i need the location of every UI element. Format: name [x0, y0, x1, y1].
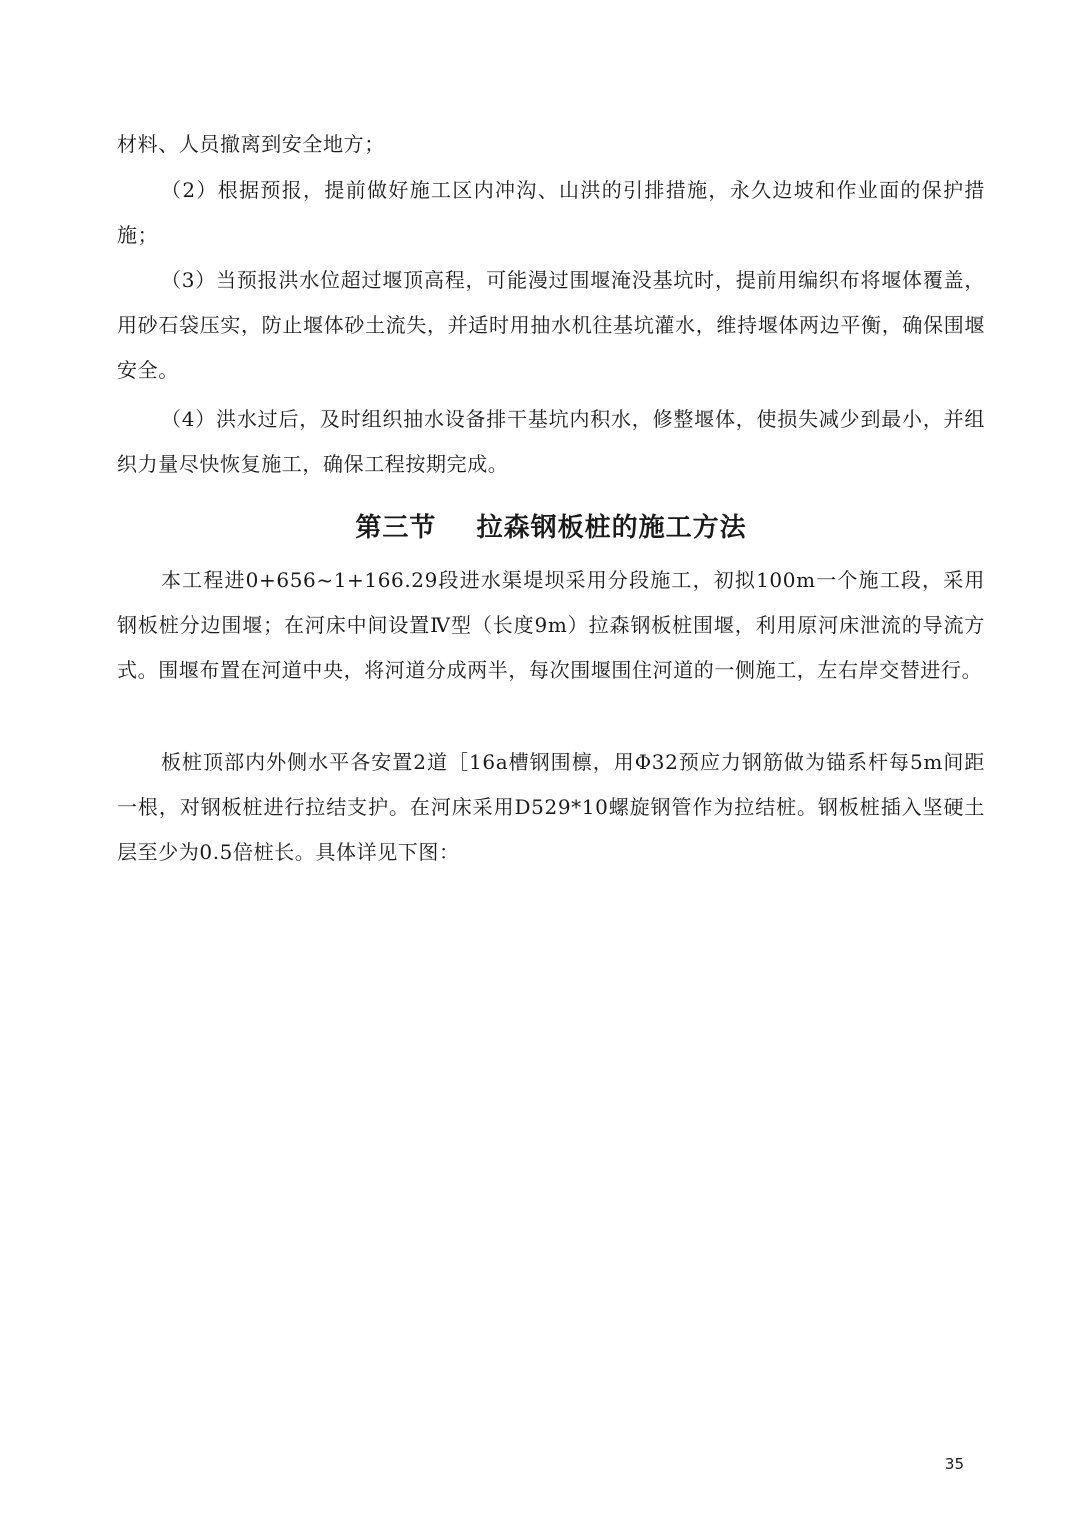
- paragraph-construction-method: 本工程进0+656~1+166.29段进水渠堤坝采用分段施工，初拟100m一个施工段，采用钢板桩分边围堰；在河床中间设置Ⅳ型（长度9m）拉森钢板桩围堰，利用原河床泄流的导流方式。围堰布置在河道中央，将河道分成两半，每次围堰围住河道的一侧施工，左右岸交替进行。: [117, 568, 985, 682]
- paragraph-sheet-pile-support: 板桩顶部内外侧水平各安置2道［16a槽钢围檩，用Φ32预应力钢筋做为锚系杆每5m间距一根，对钢板桩进行拉结支护。在河床采用D529*10螺旋钢管作为拉结桩。钢板桩插入坚硬土层至少为0.5倍桩长。具体详见下图：: [117, 750, 985, 864]
- page-number: 35: [944, 1455, 964, 1473]
- paragraph-evacuation-continued: 材料、人员撤离到安全地方；: [117, 132, 385, 156]
- section-heading: 第三节 拉森钢板桩的施工方法: [355, 513, 747, 543]
- paragraph-item-4: （4）洪水过后，及时组织抽水设备排干基坑内积水，修整堰体，使损失减少到最小，并组织力量尽快恢复施工，确保工程按期完成。: [117, 407, 985, 476]
- paragraph-item-3: （3）当预报洪水位超过堰顶高程，可能漫过围堰淹没基坑时，提前用编织布将堰体覆盖，用砂石袋压实，防止堰体砂土流失，并适时用抽水机往基坑灌水，维持堰体两边平衡，确保围堰安全。: [117, 268, 985, 382]
- paragraph-item-2: （2）根据预报，提前做好施工区内冲沟、山洪的引排措施，永久边坡和作业面的保护措施；: [117, 178, 985, 247]
